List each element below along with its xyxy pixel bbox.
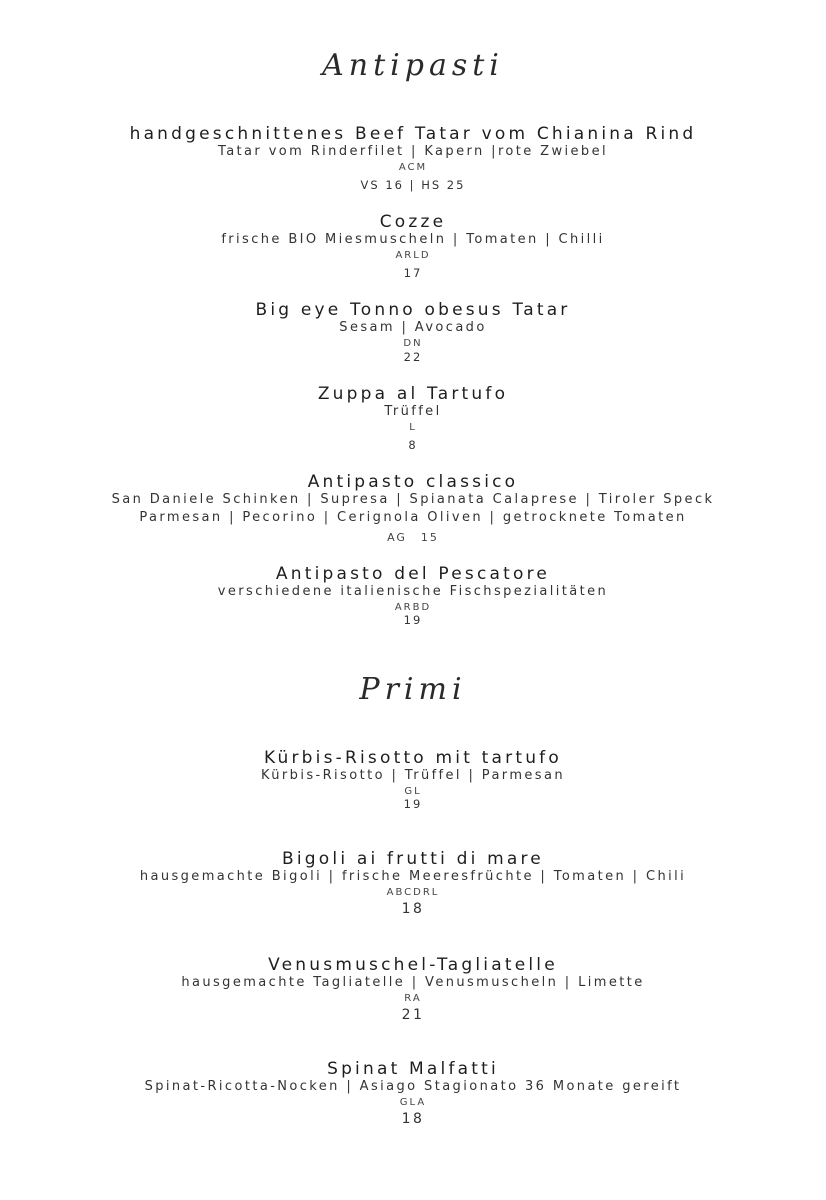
item-description: Sesam | Avocado [339,320,487,335]
item-description: Tatar vom Rinderfilet | Kapern |rote Zwiebel [218,144,608,159]
item-description-line-2: Parmesan | Pecorino | Cerignola Oliven | getrocknete Tomaten [139,510,687,525]
item-price: 19 [403,613,423,627]
item-description: frische BIO Miesmuscheln | Tomaten | Chilli [221,232,605,247]
item-allergens: ACM [398,162,428,173]
item-name: Spinat Malfatti [327,1059,499,1079]
item-description: San Daniele Schinken | Supresa | Spianata Calaprese | Tiroler Speck [111,492,715,507]
item-allergens: GLA [399,1097,427,1108]
item-description: hausgemachte Tagliatelle | Venusmuscheln | Limette [181,975,645,990]
section-title-antipasti: Antipasti [322,48,504,83]
item-allergens: ABCDRL [386,887,440,898]
menu-item-antipasto-pescatore [0,563,826,629]
menu-item-zuppa-tartufo [0,383,826,454]
item-name: handgeschnittenes Beef Tatar vom Chianina Rind [129,124,697,144]
item-description: Trüffel [384,404,442,419]
item-price: VS 16 | HS 25 [360,178,466,192]
item-allergens: L [409,422,417,433]
item-allergens: RA [404,993,422,1004]
item-description: Kürbis-Risotto | Trüffel | Parmesan [261,768,565,783]
item-name: Antipasto classico [307,472,519,492]
menu-item-kuerbis-risotto [0,747,826,813]
item-name: Bigoli ai frutti di mare [282,849,544,869]
item-price: 18 [401,901,425,917]
item-allergens: DN [403,338,423,349]
item-price: 18 [401,1111,425,1127]
item-description: verschiedene italienische Fischspezialitäten [217,584,609,599]
item-price: 22 [403,350,423,364]
menu-item-antipasto-classico [0,471,826,544]
item-name: Antipasto del Pescatore [275,564,551,584]
menu-item-beef-tatar [0,123,826,194]
section-title-primi: Primi [359,672,467,707]
menu-item-bigoli [0,848,826,919]
item-allergens: ARLD [395,250,431,261]
item-price: 17 [403,266,423,280]
item-allergens: AG [387,531,407,544]
item-description: hausgemachte Bigoli | frische Meeresfrüchte | Tomaten | Chili [139,869,687,884]
item-allergens: GL [404,786,422,797]
menu-item-cozze [0,211,826,282]
menu-item-spinat-malfatti [0,1058,826,1129]
item-price: 15 [420,531,439,544]
item-price: 21 [401,1007,425,1023]
item-name: Kürbis-Risotto mit tartufo [264,748,562,768]
item-price: 19 [403,797,423,811]
item-name: Zuppa al Tartufo [317,384,509,404]
item-allergens-and-price [0,531,826,544]
item-allergens: ARBD [394,602,432,613]
item-price: 8 [408,438,418,452]
menu-item-venusmuschel-tagliatelle [0,954,826,1025]
item-description: Spinat-Ricotta-Nocken | Asiago Stagionato 36 Monate gereift [144,1079,682,1094]
item-name: Venusmuschel-Tagliatelle [268,955,558,975]
item-name: Big eye Tonno obesus Tatar [255,300,571,320]
item-name: Cozze [379,212,447,232]
menu-item-tonno-tatar [0,299,826,366]
